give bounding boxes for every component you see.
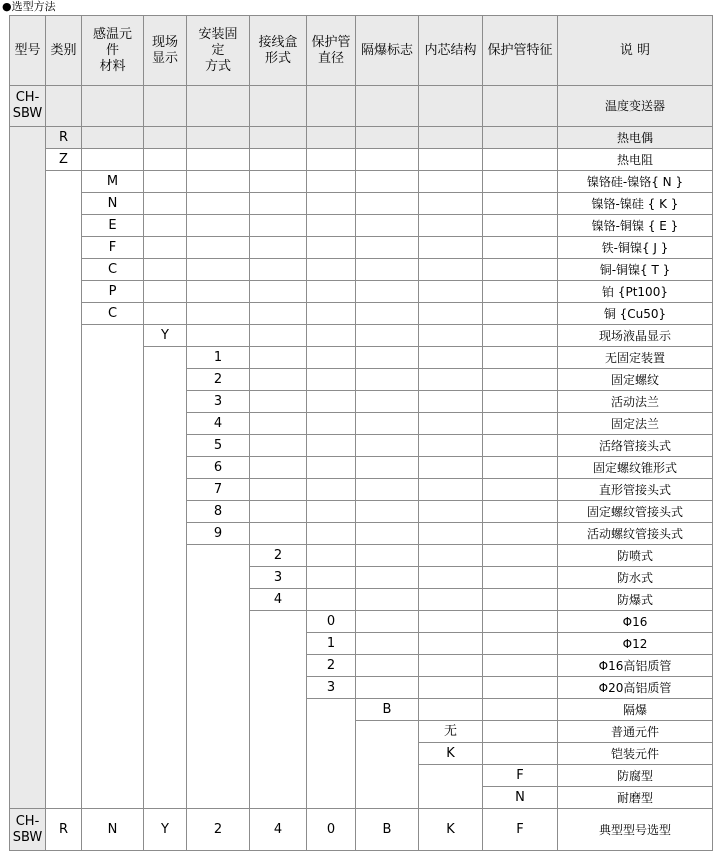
empty-cell — [355, 170, 419, 193]
empty-cell — [306, 346, 356, 369]
empty-cell — [186, 192, 250, 215]
empty-cell — [143, 214, 187, 237]
option-code: Z — [45, 148, 82, 171]
option-code: 1 — [306, 632, 356, 655]
empty-cell — [306, 192, 356, 215]
option-code: 2 — [249, 544, 307, 567]
empty-cell — [249, 148, 307, 171]
header-cell: 说 明 — [557, 15, 713, 86]
empty-cell — [418, 544, 483, 567]
header-cell: 现场 显示 — [143, 15, 187, 86]
empty-cell — [482, 324, 558, 347]
empty-cell — [355, 544, 419, 567]
example-code: K — [418, 808, 483, 851]
empty-cell — [249, 258, 307, 281]
empty-cell — [143, 85, 187, 127]
empty-cell — [355, 500, 419, 523]
empty-cell — [143, 236, 187, 259]
option-code: 0 — [306, 610, 356, 633]
empty-cell — [143, 148, 187, 171]
empty-cell — [355, 632, 419, 655]
example-code: R — [45, 808, 82, 851]
empty-cell — [355, 478, 419, 501]
header-cell: 隔爆标志 — [355, 15, 419, 86]
option-description: 镍铬硅-镍铬{ N } — [557, 170, 713, 193]
empty-cell — [249, 192, 307, 215]
empty-cell — [355, 654, 419, 677]
empty-cell — [355, 434, 419, 457]
model-cell: CH- SBW — [9, 85, 46, 127]
option-description: Φ16高铝质管 — [557, 654, 713, 677]
empty-cell — [418, 280, 483, 303]
empty-cell — [482, 698, 558, 721]
empty-cell — [143, 126, 187, 149]
model-column-block — [9, 126, 46, 809]
empty-cell — [249, 170, 307, 193]
empty-cell — [482, 258, 558, 281]
empty-cell — [418, 610, 483, 633]
option-description: 热电阻 — [557, 148, 713, 171]
empty-cell — [482, 280, 558, 303]
empty-cell — [418, 456, 483, 479]
empty-cell — [186, 236, 250, 259]
option-code: 2 — [306, 654, 356, 677]
empty-cell — [186, 126, 250, 149]
empty-cell — [482, 654, 558, 677]
empty-cell — [306, 566, 356, 589]
empty-cell — [418, 478, 483, 501]
empty-cell — [306, 368, 356, 391]
empty-cell — [306, 390, 356, 413]
empty-cell — [355, 390, 419, 413]
empty-cell — [306, 126, 356, 149]
empty-cell — [482, 192, 558, 215]
example-code: Y — [143, 808, 187, 851]
empty-cell — [186, 258, 250, 281]
option-code: 无 — [418, 720, 483, 743]
empty-cell — [355, 412, 419, 435]
merged-blank-block — [249, 610, 307, 809]
option-code: 4 — [249, 588, 307, 611]
empty-cell — [306, 302, 356, 325]
option-description: 铂 {Pt100} — [557, 280, 713, 303]
option-description: 普通元件 — [557, 720, 713, 743]
empty-cell — [482, 742, 558, 765]
header-cell: 内芯结构 — [418, 15, 483, 86]
merged-blank-block — [355, 720, 419, 809]
empty-cell — [143, 280, 187, 303]
empty-cell — [355, 368, 419, 391]
empty-cell — [482, 368, 558, 391]
option-description: 防喷式 — [557, 544, 713, 567]
empty-cell — [249, 434, 307, 457]
empty-cell — [418, 676, 483, 699]
merged-blank-block — [306, 698, 356, 809]
empty-cell — [306, 148, 356, 171]
option-description: 铁-铜镍{ J } — [557, 236, 713, 259]
option-code: 8 — [186, 500, 250, 523]
empty-cell — [81, 126, 144, 149]
empty-cell — [143, 258, 187, 281]
empty-cell — [355, 456, 419, 479]
empty-cell — [306, 324, 356, 347]
empty-cell — [355, 566, 419, 589]
empty-cell — [355, 522, 419, 545]
empty-cell — [186, 214, 250, 237]
empty-cell — [418, 588, 483, 611]
empty-cell — [418, 85, 483, 127]
empty-cell — [306, 588, 356, 611]
option-code: 4 — [186, 412, 250, 435]
option-code: C — [81, 258, 144, 281]
empty-cell — [418, 126, 483, 149]
empty-cell — [355, 302, 419, 325]
empty-cell — [355, 258, 419, 281]
empty-cell — [418, 148, 483, 171]
merged-blank-block — [143, 346, 187, 809]
empty-cell — [355, 214, 419, 237]
option-code: F — [81, 236, 144, 259]
option-description: Φ20高铝质管 — [557, 676, 713, 699]
empty-cell — [482, 126, 558, 149]
empty-cell — [249, 456, 307, 479]
empty-cell — [186, 170, 250, 193]
empty-cell — [482, 610, 558, 633]
empty-cell — [355, 85, 419, 127]
empty-cell — [418, 302, 483, 325]
option-code: P — [81, 280, 144, 303]
empty-cell — [482, 456, 558, 479]
empty-cell — [482, 522, 558, 545]
empty-cell — [482, 412, 558, 435]
empty-cell — [482, 170, 558, 193]
example-code: N — [81, 808, 144, 851]
option-description: 铠装元件 — [557, 742, 713, 765]
option-description: 铜-铜镍{ T } — [557, 258, 713, 281]
empty-cell — [418, 390, 483, 413]
example-code: 0 — [306, 808, 356, 851]
option-description: 镍铬-铜镍 { E } — [557, 214, 713, 237]
empty-cell — [418, 566, 483, 589]
empty-cell — [482, 632, 558, 655]
empty-cell — [249, 390, 307, 413]
empty-cell — [418, 192, 483, 215]
option-code: C — [81, 302, 144, 325]
option-description: 活动法兰 — [557, 390, 713, 413]
header-cell: 保护管 直径 — [306, 15, 356, 86]
option-code: Y — [143, 324, 187, 347]
empty-cell — [306, 280, 356, 303]
empty-cell — [355, 588, 419, 611]
empty-cell — [306, 456, 356, 479]
option-code: 3 — [186, 390, 250, 413]
empty-cell — [418, 258, 483, 281]
option-code: 2 — [186, 368, 250, 391]
empty-cell — [482, 236, 558, 259]
empty-cell — [143, 192, 187, 215]
empty-cell — [249, 280, 307, 303]
option-code: N — [81, 192, 144, 215]
option-code: 9 — [186, 522, 250, 545]
empty-cell — [249, 302, 307, 325]
empty-cell — [418, 346, 483, 369]
empty-cell — [249, 412, 307, 435]
example-code: F — [482, 808, 558, 851]
empty-cell — [306, 412, 356, 435]
empty-cell — [249, 126, 307, 149]
option-code: 3 — [249, 566, 307, 589]
empty-cell — [355, 280, 419, 303]
option-description: 防水式 — [557, 566, 713, 589]
empty-cell — [143, 302, 187, 325]
option-description: 固定法兰 — [557, 412, 713, 435]
empty-cell — [81, 85, 144, 127]
empty-cell — [355, 148, 419, 171]
empty-cell — [418, 522, 483, 545]
option-code: M — [81, 170, 144, 193]
empty-cell — [306, 236, 356, 259]
empty-cell — [355, 610, 419, 633]
empty-cell — [355, 236, 419, 259]
empty-cell — [45, 85, 82, 127]
empty-cell — [355, 192, 419, 215]
option-code: E — [81, 214, 144, 237]
header-cell: 接线盒 形式 — [249, 15, 307, 86]
empty-cell — [143, 170, 187, 193]
empty-cell — [418, 368, 483, 391]
merged-blank-block — [186, 544, 250, 809]
empty-cell — [186, 85, 250, 127]
header-cell: 保护管特征 — [482, 15, 558, 86]
example-code: CH- SBW — [9, 808, 46, 851]
empty-cell — [306, 214, 356, 237]
option-code: 5 — [186, 434, 250, 457]
option-description: 隔爆 — [557, 698, 713, 721]
option-description: 现场液晶显示 — [557, 324, 713, 347]
empty-cell — [249, 522, 307, 545]
empty-cell — [355, 346, 419, 369]
model-description: 温度变送器 — [557, 85, 713, 127]
empty-cell — [355, 676, 419, 699]
empty-cell — [482, 544, 558, 567]
empty-cell — [418, 170, 483, 193]
empty-cell — [306, 258, 356, 281]
empty-cell — [418, 698, 483, 721]
header-cell: 型号 — [9, 15, 46, 86]
option-code: F — [482, 764, 558, 787]
example-code: 4 — [249, 808, 307, 851]
empty-cell — [186, 302, 250, 325]
option-description: 镍铬-镍硅 { K } — [557, 192, 713, 215]
empty-cell — [249, 478, 307, 501]
empty-cell — [249, 214, 307, 237]
option-code: B — [355, 698, 419, 721]
header-cell: 类别 — [45, 15, 82, 86]
empty-cell — [249, 346, 307, 369]
option-code: N — [482, 786, 558, 809]
empty-cell — [306, 522, 356, 545]
empty-cell — [482, 434, 558, 457]
empty-cell — [306, 85, 356, 127]
empty-cell — [186, 324, 250, 347]
empty-cell — [482, 85, 558, 127]
empty-cell — [418, 434, 483, 457]
option-code: K — [418, 742, 483, 765]
empty-cell — [306, 434, 356, 457]
option-code: R — [45, 126, 82, 149]
empty-cell — [249, 368, 307, 391]
empty-cell — [306, 478, 356, 501]
empty-cell — [482, 214, 558, 237]
empty-cell — [482, 148, 558, 171]
empty-cell — [355, 126, 419, 149]
empty-cell — [482, 390, 558, 413]
option-description: 防腐型 — [557, 764, 713, 787]
empty-cell — [418, 324, 483, 347]
empty-cell — [482, 302, 558, 325]
empty-cell — [482, 676, 558, 699]
option-description: 固定螺纹锥形式 — [557, 456, 713, 479]
empty-cell — [249, 324, 307, 347]
empty-cell — [186, 148, 250, 171]
example-code: 2 — [186, 808, 250, 851]
merged-blank-block — [81, 324, 144, 809]
option-description: 固定螺纹管接头式 — [557, 500, 713, 523]
option-code: 6 — [186, 456, 250, 479]
option-description: 活络管接头式 — [557, 434, 713, 457]
option-description: 防爆式 — [557, 588, 713, 611]
option-code: 7 — [186, 478, 250, 501]
empty-cell — [418, 214, 483, 237]
empty-cell — [249, 236, 307, 259]
empty-cell — [186, 280, 250, 303]
merged-blank-block — [418, 764, 483, 809]
option-description: 热电偶 — [557, 126, 713, 149]
empty-cell — [482, 500, 558, 523]
empty-cell — [81, 148, 144, 171]
empty-cell — [418, 500, 483, 523]
empty-cell — [418, 412, 483, 435]
merged-blank-block — [45, 170, 82, 809]
option-description: 活动螺纹管接头式 — [557, 522, 713, 545]
empty-cell — [418, 654, 483, 677]
header-cell: 安装固 定 方式 — [186, 15, 250, 86]
example-code: B — [355, 808, 419, 851]
empty-cell — [482, 346, 558, 369]
empty-cell — [482, 720, 558, 743]
empty-cell — [418, 236, 483, 259]
empty-cell — [249, 85, 307, 127]
option-code: 3 — [306, 676, 356, 699]
option-description: Φ16 — [557, 610, 713, 633]
empty-cell — [482, 478, 558, 501]
empty-cell — [306, 500, 356, 523]
option-description: 耐磨型 — [557, 786, 713, 809]
option-code: 1 — [186, 346, 250, 369]
empty-cell — [306, 544, 356, 567]
empty-cell — [482, 566, 558, 589]
option-description: 固定螺纹 — [557, 368, 713, 391]
option-description: 直形管接头式 — [557, 478, 713, 501]
empty-cell — [418, 632, 483, 655]
empty-cell — [355, 324, 419, 347]
option-description: Φ12 — [557, 632, 713, 655]
example-description: 典型型号选型 — [557, 808, 713, 851]
empty-cell — [249, 500, 307, 523]
empty-cell — [306, 170, 356, 193]
page-title: ●选型方法 — [2, 0, 56, 13]
empty-cell — [482, 588, 558, 611]
option-description: 铜 {Cu50} — [557, 302, 713, 325]
option-description: 无固定装置 — [557, 346, 713, 369]
header-cell: 感温元 件 材料 — [81, 15, 144, 86]
